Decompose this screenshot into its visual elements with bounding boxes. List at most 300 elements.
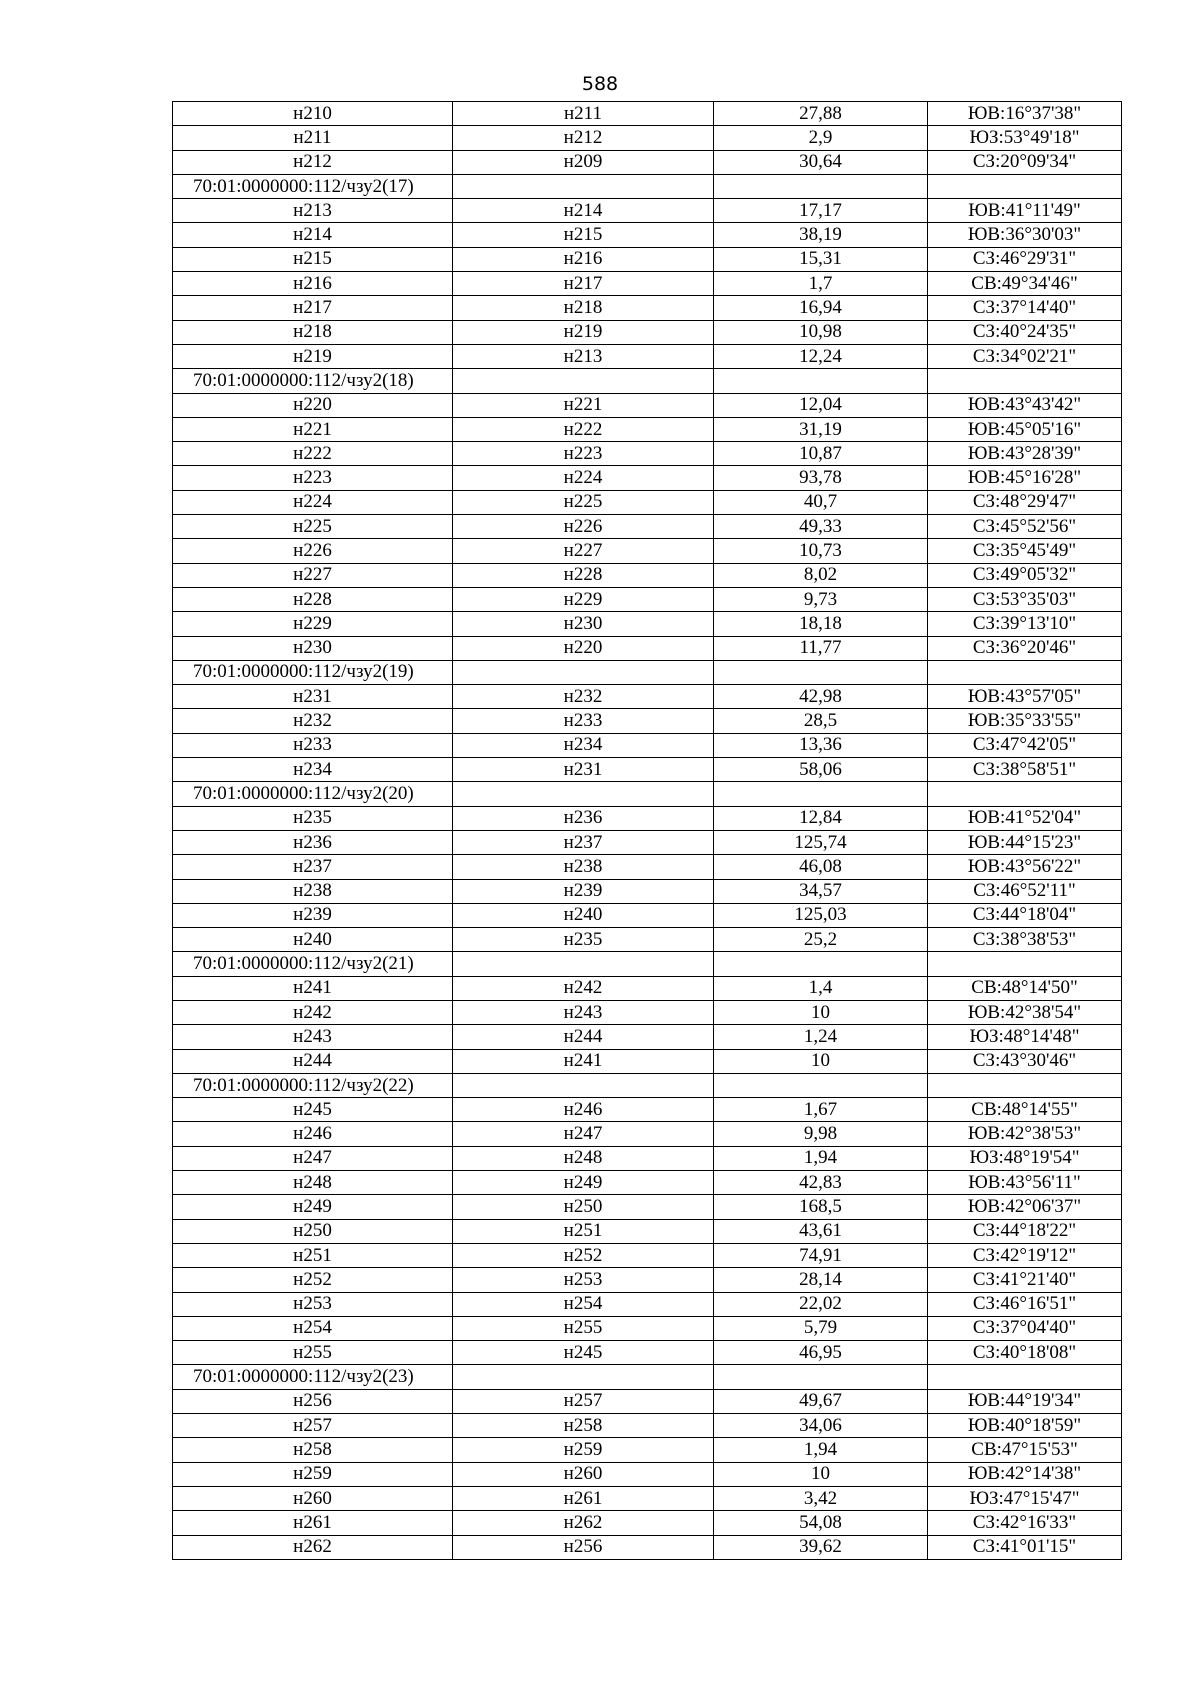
length-cell: 10,98 <box>714 320 928 344</box>
table-row <box>173 830 1122 854</box>
length-cell: 30,64 <box>714 150 928 174</box>
to-point-cell: н212 <box>453 126 714 150</box>
from-point-cell: н230 <box>173 636 453 660</box>
from-point-cell: н236 <box>173 830 453 854</box>
table-row <box>173 1438 1122 1462</box>
bearing-cell: СЗ:40°18'08" <box>928 1341 1122 1365</box>
to-point-cell: н248 <box>453 1146 714 1170</box>
bearing-cell: ЮВ:41°11'49" <box>928 199 1122 223</box>
table-row <box>173 1486 1122 1510</box>
bearing-cell: СЗ:53°35'03" <box>928 587 1122 611</box>
bearing-cell: ЮВ:42°38'53" <box>928 1122 1122 1146</box>
table-row <box>173 102 1122 126</box>
length-cell: 1,4 <box>714 976 928 1000</box>
to-point-cell: н244 <box>453 1025 714 1049</box>
length-cell: 16,94 <box>714 296 928 320</box>
table-row <box>173 1462 1122 1486</box>
to-point-cell: н214 <box>453 199 714 223</box>
to-point-cell: н217 <box>453 272 714 296</box>
from-point-cell: н243 <box>173 1025 453 1049</box>
length-cell: 46,08 <box>714 855 928 879</box>
bearing-cell: СЗ:46°52'11" <box>928 879 1122 903</box>
bearing-cell: СВ:48°14'55" <box>928 1098 1122 1122</box>
from-point-cell: н260 <box>173 1486 453 1510</box>
length-cell: 1,67 <box>714 1098 928 1122</box>
from-point-cell: н246 <box>173 1122 453 1146</box>
bearing-cell: СЗ:45°52'56" <box>928 515 1122 539</box>
length-cell: 28,5 <box>714 709 928 733</box>
section-row <box>173 660 1122 684</box>
table-row <box>173 855 1122 879</box>
section-row <box>173 174 1122 198</box>
length-cell: 125,74 <box>714 830 928 854</box>
from-point-cell: н248 <box>173 1171 453 1195</box>
length-cell: 8,02 <box>714 563 928 587</box>
from-point-cell: н231 <box>173 685 453 709</box>
to-point-cell: н223 <box>453 442 714 466</box>
from-point-cell: н225 <box>173 515 453 539</box>
to-point-cell: н245 <box>453 1341 714 1365</box>
empty-cell <box>714 660 928 684</box>
length-cell: 49,33 <box>714 515 928 539</box>
from-point-cell: н262 <box>173 1535 453 1559</box>
bearing-cell: ЮВ:45°05'16" <box>928 417 1122 441</box>
to-point-cell: н226 <box>453 515 714 539</box>
table-row <box>173 879 1122 903</box>
table-row <box>173 150 1122 174</box>
to-point-cell: н209 <box>453 150 714 174</box>
to-point-cell: н239 <box>453 879 714 903</box>
table-row <box>173 1195 1122 1219</box>
table-row <box>173 223 1122 247</box>
from-point-cell: н254 <box>173 1316 453 1340</box>
empty-cell <box>453 174 714 198</box>
bearing-cell: ЮВ:43°56'11" <box>928 1171 1122 1195</box>
table-row <box>173 1389 1122 1413</box>
from-point-cell: н224 <box>173 490 453 514</box>
from-point-cell: н244 <box>173 1049 453 1073</box>
to-point-cell: н237 <box>453 830 714 854</box>
table-row <box>173 903 1122 927</box>
empty-cell <box>453 369 714 393</box>
length-cell: 49,67 <box>714 1389 928 1413</box>
from-point-cell: н213 <box>173 199 453 223</box>
length-cell: 74,91 <box>714 1243 928 1267</box>
from-point-cell: н257 <box>173 1414 453 1438</box>
length-cell: 168,5 <box>714 1195 928 1219</box>
to-point-cell: н256 <box>453 1535 714 1559</box>
length-cell: 3,42 <box>714 1486 928 1510</box>
from-point-cell: н219 <box>173 344 453 368</box>
table-row <box>173 1049 1122 1073</box>
length-cell: 10,87 <box>714 442 928 466</box>
to-point-cell: н221 <box>453 393 714 417</box>
length-cell: 9,98 <box>714 1122 928 1146</box>
to-point-cell: н228 <box>453 563 714 587</box>
to-point-cell: н257 <box>453 1389 714 1413</box>
to-point-cell: н229 <box>453 587 714 611</box>
to-point-cell: н238 <box>453 855 714 879</box>
length-cell: 1,7 <box>714 272 928 296</box>
from-point-cell: н247 <box>173 1146 453 1170</box>
table-row <box>173 587 1122 611</box>
length-cell: 40,7 <box>714 490 928 514</box>
section-row <box>173 782 1122 806</box>
table-row <box>173 1122 1122 1146</box>
from-point-cell: н223 <box>173 466 453 490</box>
to-point-cell: н249 <box>453 1171 714 1195</box>
to-point-cell: н242 <box>453 976 714 1000</box>
length-cell: 43,61 <box>714 1219 928 1243</box>
empty-cell <box>453 660 714 684</box>
length-cell: 9,73 <box>714 587 928 611</box>
from-point-cell: н232 <box>173 709 453 733</box>
table-row <box>173 1316 1122 1340</box>
bearing-cell: ЮЗ:53°49'18" <box>928 126 1122 150</box>
to-point-cell: н241 <box>453 1049 714 1073</box>
to-point-cell: н254 <box>453 1292 714 1316</box>
table-row <box>173 490 1122 514</box>
empty-cell <box>928 1365 1122 1389</box>
length-cell: 34,06 <box>714 1414 928 1438</box>
length-cell: 93,78 <box>714 466 928 490</box>
empty-cell <box>453 952 714 976</box>
empty-cell <box>453 1365 714 1389</box>
bearing-cell: СЗ:37°14'40" <box>928 296 1122 320</box>
from-point-cell: н210 <box>173 102 453 126</box>
table-row <box>173 417 1122 441</box>
length-cell: 46,95 <box>714 1341 928 1365</box>
page-number: 588 <box>581 73 619 95</box>
table-row <box>173 612 1122 636</box>
bearing-cell: СЗ:43°30'46" <box>928 1049 1122 1073</box>
bearing-cell: ЮВ:43°56'22" <box>928 855 1122 879</box>
empty-cell <box>714 952 928 976</box>
from-point-cell: н215 <box>173 247 453 271</box>
length-cell: 2,9 <box>714 126 928 150</box>
length-cell: 42,83 <box>714 1171 928 1195</box>
length-cell: 13,36 <box>714 733 928 757</box>
section-label: 70:01:0000000:112/чзу2(19) <box>173 660 453 684</box>
from-point-cell: н229 <box>173 612 453 636</box>
table-row <box>173 199 1122 223</box>
to-point-cell: н262 <box>453 1511 714 1535</box>
bearing-cell: СВ:49°34'46" <box>928 272 1122 296</box>
empty-cell <box>928 660 1122 684</box>
empty-cell <box>714 1073 928 1097</box>
bearing-cell: ЮВ:40°18'59" <box>928 1414 1122 1438</box>
to-point-cell: н220 <box>453 636 714 660</box>
to-point-cell: н252 <box>453 1243 714 1267</box>
table-row <box>173 1268 1122 1292</box>
bearing-cell: СЗ:38°58'51" <box>928 758 1122 782</box>
length-cell: 12,04 <box>714 393 928 417</box>
bearing-cell: СЗ:38°38'53" <box>928 928 1122 952</box>
to-point-cell: н215 <box>453 223 714 247</box>
section-label: 70:01:0000000:112/чзу2(23) <box>173 1365 453 1389</box>
table-row <box>173 1098 1122 1122</box>
to-point-cell: н243 <box>453 1000 714 1024</box>
length-cell: 5,79 <box>714 1316 928 1340</box>
bearing-cell: СВ:47°15'53" <box>928 1438 1122 1462</box>
table-row <box>173 393 1122 417</box>
bearing-cell: ЮВ:44°15'23" <box>928 830 1122 854</box>
to-point-cell: н247 <box>453 1122 714 1146</box>
length-cell: 12,84 <box>714 806 928 830</box>
section-row <box>173 1073 1122 1097</box>
section-row <box>173 369 1122 393</box>
from-point-cell: н238 <box>173 879 453 903</box>
to-point-cell: н259 <box>453 1438 714 1462</box>
bearing-cell: СЗ:39°13'10" <box>928 612 1122 636</box>
length-cell: 125,03 <box>714 903 928 927</box>
bearing-cell: СВ:48°14'50" <box>928 976 1122 1000</box>
from-point-cell: н245 <box>173 1098 453 1122</box>
to-point-cell: н255 <box>453 1316 714 1340</box>
table-row <box>173 515 1122 539</box>
empty-cell <box>928 1073 1122 1097</box>
to-point-cell: н251 <box>453 1219 714 1243</box>
bearing-cell: СЗ:41°21'40" <box>928 1268 1122 1292</box>
to-point-cell: н235 <box>453 928 714 952</box>
section-label: 70:01:0000000:112/чзу2(20) <box>173 782 453 806</box>
bearing-cell: ЮВ:43°57'05" <box>928 685 1122 709</box>
length-cell: 25,2 <box>714 928 928 952</box>
bearing-cell: ЮЗ:48°19'54" <box>928 1146 1122 1170</box>
table-row <box>173 1171 1122 1195</box>
to-point-cell: н258 <box>453 1414 714 1438</box>
bearing-cell: ЮВ:42°38'54" <box>928 1000 1122 1024</box>
bearing-cell: СЗ:41°01'15" <box>928 1535 1122 1559</box>
length-cell: 1,94 <box>714 1146 928 1170</box>
from-point-cell: н239 <box>173 903 453 927</box>
table-row <box>173 247 1122 271</box>
bearing-cell: СЗ:47°42'05" <box>928 733 1122 757</box>
bearing-cell: ЮВ:42°06'37" <box>928 1195 1122 1219</box>
length-cell: 18,18 <box>714 612 928 636</box>
from-point-cell: н214 <box>173 223 453 247</box>
table-row <box>173 272 1122 296</box>
from-point-cell: н255 <box>173 1341 453 1365</box>
to-point-cell: н231 <box>453 758 714 782</box>
to-point-cell: н213 <box>453 344 714 368</box>
length-cell: 1,94 <box>714 1438 928 1462</box>
from-point-cell: н228 <box>173 587 453 611</box>
table-row <box>173 1292 1122 1316</box>
length-cell: 1,24 <box>714 1025 928 1049</box>
table-row <box>173 344 1122 368</box>
length-cell: 22,02 <box>714 1292 928 1316</box>
table-row <box>173 636 1122 660</box>
section-label: 70:01:0000000:112/чзу2(21) <box>173 952 453 976</box>
table-body <box>173 102 1122 1560</box>
length-cell: 28,14 <box>714 1268 928 1292</box>
table-row <box>173 976 1122 1000</box>
length-cell: 12,24 <box>714 344 928 368</box>
length-cell: 10,73 <box>714 539 928 563</box>
from-point-cell: н237 <box>173 855 453 879</box>
empty-cell <box>453 1073 714 1097</box>
from-point-cell: н253 <box>173 1292 453 1316</box>
length-cell: 11,77 <box>714 636 928 660</box>
bearing-cell: СЗ:48°29'47" <box>928 490 1122 514</box>
to-point-cell: н218 <box>453 296 714 320</box>
bearing-cell: СЗ:42°19'12" <box>928 1243 1122 1267</box>
bearing-cell: СЗ:36°20'46" <box>928 636 1122 660</box>
from-point-cell: н217 <box>173 296 453 320</box>
section-label: 70:01:0000000:112/чзу2(17) <box>173 174 453 198</box>
bearing-cell: СЗ:34°02'21" <box>928 344 1122 368</box>
length-cell: 17,17 <box>714 199 928 223</box>
from-point-cell: н233 <box>173 733 453 757</box>
from-point-cell: н240 <box>173 928 453 952</box>
bearing-cell: ЮЗ:48°14'48" <box>928 1025 1122 1049</box>
bearing-cell: ЮВ:42°14'38" <box>928 1462 1122 1486</box>
bearing-cell: ЮВ:44°19'34" <box>928 1389 1122 1413</box>
bearing-cell: ЮВ:16°37'38" <box>928 102 1122 126</box>
empty-cell <box>928 174 1122 198</box>
section-label: 70:01:0000000:112/чзу2(18) <box>173 369 453 393</box>
table-row <box>173 126 1122 150</box>
bearing-cell: ЮВ:45°16'28" <box>928 466 1122 490</box>
from-point-cell: н216 <box>173 272 453 296</box>
to-point-cell: н222 <box>453 417 714 441</box>
from-point-cell: н256 <box>173 1389 453 1413</box>
table-row <box>173 1000 1122 1024</box>
bearing-cell: СЗ:46°29'31" <box>928 247 1122 271</box>
from-point-cell: н212 <box>173 150 453 174</box>
bearing-cell: ЮВ:36°30'03" <box>928 223 1122 247</box>
table-row <box>173 1511 1122 1535</box>
table-row <box>173 758 1122 782</box>
from-point-cell: н242 <box>173 1000 453 1024</box>
empty-cell <box>714 174 928 198</box>
section-row <box>173 952 1122 976</box>
to-point-cell: н236 <box>453 806 714 830</box>
to-point-cell: н219 <box>453 320 714 344</box>
to-point-cell: н260 <box>453 1462 714 1486</box>
from-point-cell: н211 <box>173 126 453 150</box>
bearing-cell: ЮВ:43°43'42" <box>928 393 1122 417</box>
table-row <box>173 539 1122 563</box>
table-row <box>173 320 1122 344</box>
table-row <box>173 1025 1122 1049</box>
bearing-cell: СЗ:49°05'32" <box>928 563 1122 587</box>
from-point-cell: н226 <box>173 539 453 563</box>
bearing-cell: ЮВ:35°33'55" <box>928 709 1122 733</box>
length-cell: 10 <box>714 1000 928 1024</box>
empty-cell <box>928 369 1122 393</box>
empty-cell <box>928 782 1122 806</box>
length-cell: 34,57 <box>714 879 928 903</box>
to-point-cell: н230 <box>453 612 714 636</box>
length-cell: 58,06 <box>714 758 928 782</box>
bearing-cell: СЗ:35°45'49" <box>928 539 1122 563</box>
from-point-cell: н241 <box>173 976 453 1000</box>
empty-cell <box>714 1365 928 1389</box>
to-point-cell: н240 <box>453 903 714 927</box>
bearing-cell: СЗ:46°16'51" <box>928 1292 1122 1316</box>
bearing-cell: СЗ:20°09'34" <box>928 150 1122 174</box>
to-point-cell: н246 <box>453 1098 714 1122</box>
table-row <box>173 1243 1122 1267</box>
length-cell: 39,62 <box>714 1535 928 1559</box>
table-row <box>173 296 1122 320</box>
table-row <box>173 1341 1122 1365</box>
empty-cell <box>928 952 1122 976</box>
table-row <box>173 563 1122 587</box>
from-point-cell: н234 <box>173 758 453 782</box>
length-cell: 10 <box>714 1049 928 1073</box>
to-point-cell: н216 <box>453 247 714 271</box>
from-point-cell: н222 <box>173 442 453 466</box>
to-point-cell: н232 <box>453 685 714 709</box>
bearing-cell: СЗ:40°24'35" <box>928 320 1122 344</box>
from-point-cell: н249 <box>173 1195 453 1219</box>
table-row <box>173 1146 1122 1170</box>
table-row <box>173 1535 1122 1559</box>
to-point-cell: н224 <box>453 466 714 490</box>
to-point-cell: н211 <box>453 102 714 126</box>
table-row <box>173 733 1122 757</box>
empty-cell <box>714 369 928 393</box>
table-row <box>173 709 1122 733</box>
to-point-cell: н261 <box>453 1486 714 1510</box>
from-point-cell: н220 <box>173 393 453 417</box>
empty-cell <box>453 782 714 806</box>
bearing-cell: СЗ:42°16'33" <box>928 1511 1122 1535</box>
from-point-cell: н250 <box>173 1219 453 1243</box>
length-cell: 10 <box>714 1462 928 1486</box>
table-row <box>173 1219 1122 1243</box>
bearing-cell: ЮЗ:47°15'47" <box>928 1486 1122 1510</box>
from-point-cell: н252 <box>173 1268 453 1292</box>
empty-cell <box>714 782 928 806</box>
from-point-cell: н221 <box>173 417 453 441</box>
length-cell: 27,88 <box>714 102 928 126</box>
from-point-cell: н261 <box>173 1511 453 1535</box>
length-cell: 15,31 <box>714 247 928 271</box>
bearing-cell: ЮВ:43°28'39" <box>928 442 1122 466</box>
to-point-cell: н253 <box>453 1268 714 1292</box>
length-cell: 31,19 <box>714 417 928 441</box>
bearing-cell: СЗ:44°18'04" <box>928 903 1122 927</box>
length-cell: 38,19 <box>714 223 928 247</box>
boundary-segments-table <box>172 101 1122 1560</box>
from-point-cell: н251 <box>173 1243 453 1267</box>
from-point-cell: н218 <box>173 320 453 344</box>
from-point-cell: н235 <box>173 806 453 830</box>
to-point-cell: н225 <box>453 490 714 514</box>
section-label: 70:01:0000000:112/чзу2(22) <box>173 1073 453 1097</box>
table-row <box>173 806 1122 830</box>
to-point-cell: н250 <box>453 1195 714 1219</box>
to-point-cell: н227 <box>453 539 714 563</box>
from-point-cell: н258 <box>173 1438 453 1462</box>
table-row <box>173 466 1122 490</box>
table-row <box>173 442 1122 466</box>
from-point-cell: н227 <box>173 563 453 587</box>
section-row <box>173 1365 1122 1389</box>
bearing-cell: СЗ:44°18'22" <box>928 1219 1122 1243</box>
bearing-cell: СЗ:37°04'40" <box>928 1316 1122 1340</box>
table-row <box>173 928 1122 952</box>
length-cell: 54,08 <box>714 1511 928 1535</box>
to-point-cell: н234 <box>453 733 714 757</box>
bearing-cell: ЮВ:41°52'04" <box>928 806 1122 830</box>
to-point-cell: н233 <box>453 709 714 733</box>
from-point-cell: н259 <box>173 1462 453 1486</box>
